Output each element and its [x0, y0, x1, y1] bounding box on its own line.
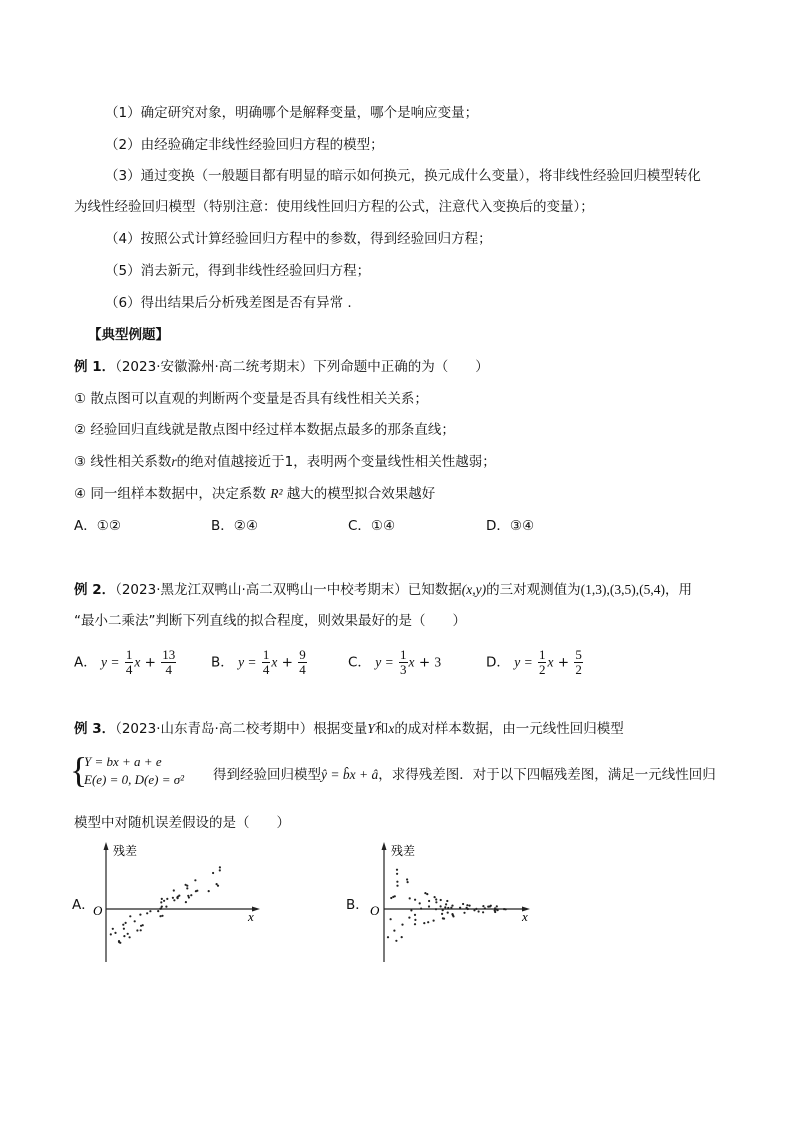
item-4-post: 越大的模型拟合效果越好 [286, 486, 436, 502]
residual-point [139, 914, 141, 916]
residual-point [393, 930, 395, 932]
example-2-stem [74, 581, 692, 599]
residual-point [188, 896, 190, 898]
residual-point [216, 883, 218, 885]
example-2-option-c[interactable] [348, 648, 441, 677]
fraction: $\frac{5}{2}$ [575, 647, 582, 677]
system-line-1: Y = bx + a + e [84, 754, 162, 769]
section-title: 【典型例题】 [88, 327, 169, 343]
graph-b-option[interactable]: B． [346, 897, 369, 913]
residual-point [503, 908, 505, 910]
residual-point [440, 899, 442, 901]
example-3-stem [74, 720, 624, 738]
residual-point [445, 903, 447, 905]
residual-point [396, 869, 398, 871]
residual-point [414, 899, 416, 901]
residual-point [484, 907, 486, 909]
residual-point [451, 905, 453, 907]
residual-point [463, 912, 465, 914]
x-var: x [271, 654, 278, 670]
residual-point [443, 918, 445, 920]
residual-point [219, 866, 221, 868]
step-3: （3）通过变换（一般题目都有明显的暗示如何换元，换元成什么变量），将非线性经验回归模型转化 [105, 168, 701, 184]
residual-point [494, 911, 496, 913]
residual-point [129, 936, 131, 938]
residual-point [487, 906, 489, 908]
residual-point [123, 928, 125, 930]
residual-point [414, 919, 416, 921]
step-6: （6）得出结果后分析残差图是否有异常 . [105, 295, 352, 311]
residual-point [401, 936, 403, 938]
var-r: r [171, 454, 177, 469]
residual-point [160, 901, 162, 903]
x-var: x [134, 654, 141, 670]
residual-point [140, 925, 142, 927]
step-2: （2）由经验确定非线性经验回归方程的模型； [105, 137, 384, 153]
residual-point [420, 908, 422, 910]
residual-point [408, 917, 410, 919]
x-var: x [408, 654, 415, 670]
residual-point [177, 897, 179, 899]
residual-point [419, 902, 421, 904]
residual-point [435, 901, 437, 903]
y-eq: y = [101, 654, 120, 670]
residual-point [414, 923, 416, 925]
y-label: 残差 [391, 844, 416, 858]
residual-points [110, 866, 221, 944]
example-2-pre: （2023·黑龙江双鸭山·高二双鸭山一中校考期末）已知数据 [115, 582, 462, 598]
residual-point [140, 929, 142, 931]
step-1: （1）确定研究对象，明确哪个是解释变量，哪个是响应变量； [105, 105, 479, 121]
residual-point [186, 887, 188, 889]
example-1-option-c[interactable]: C．①④ [348, 518, 396, 534]
residual-point [441, 913, 443, 915]
residual-point [495, 908, 497, 910]
y-eq: y = [238, 654, 257, 670]
step-3-cont: 为线性经验回归模型（特别注意：使用线性回归方程的公式，注意代入变换后的变量）； [74, 199, 594, 215]
residual-point [482, 905, 484, 907]
example-1-label: 例 1． [74, 359, 116, 375]
item-4-pre: ④ 同一组样本数据中，决定系数 [74, 486, 266, 502]
fraction: $\frac{1}{2}$ [538, 647, 546, 677]
residual-point [194, 879, 196, 881]
residual-point [390, 897, 392, 899]
plus: + [557, 654, 570, 671]
fraction: $\frac{1}{4}$ [125, 647, 133, 677]
residual-point [395, 940, 397, 942]
residual-point [134, 920, 136, 922]
residual-point [428, 905, 430, 907]
residual-point [122, 924, 124, 926]
residual-point [172, 897, 174, 899]
residual-point [159, 908, 161, 910]
residual-point [165, 906, 167, 908]
residual-point [410, 909, 412, 911]
plus: + [418, 654, 431, 671]
residual-point [161, 906, 163, 908]
residual-point [396, 873, 398, 875]
residual-point [475, 908, 477, 910]
example-1-item-1: ① 散点图可以直观的判断两个变量是否具有线性相关关系； [74, 391, 428, 407]
and: 和 [374, 721, 389, 737]
after-pre: 得到经验回归模型 [213, 767, 321, 783]
residual-point [146, 912, 148, 914]
item-3-post: 的绝对值越接近于1，表明两个变量线性相关性越弱； [176, 454, 496, 470]
x-label: x [248, 909, 254, 924]
example-1-stem [74, 358, 489, 376]
origin-label: O [93, 903, 103, 918]
residual-point [444, 906, 446, 908]
example-1-text: （2023·安徽滁州·高二统考期末）下列命题中正确的为（ ） [115, 359, 489, 375]
step-4: （4）按照公式计算经验回归方程中的参数，得到经验回归方程； [105, 231, 492, 247]
system-line-2: E(e) = 0, D(e) = σ² [84, 772, 185, 787]
residual-point [212, 872, 214, 874]
residual-point [401, 924, 403, 926]
example-2-points: (1,3),(3,5),(5,4) [580, 582, 666, 597]
var-x: x [388, 721, 395, 736]
residual-point [396, 881, 398, 883]
var-R2: R² [270, 486, 283, 501]
residual-point [392, 896, 394, 898]
residual-point [195, 890, 197, 892]
system-brace: { [70, 750, 88, 790]
y-eq: y = [514, 654, 533, 670]
residual-point [136, 929, 138, 931]
residual-point [163, 900, 165, 902]
graph-a-option[interactable]: A． [72, 897, 95, 913]
x-label: x [522, 909, 528, 924]
example-3-stem-2 [213, 766, 716, 784]
residual-point [433, 920, 435, 922]
y-eq: y = [375, 654, 394, 670]
residual-point [442, 909, 444, 911]
fraction: $\frac{1}{4}$ [262, 647, 270, 677]
residual-point [406, 878, 408, 880]
example-3-post: 的成对样本数据，由一元线性回归模型 [394, 721, 624, 737]
residual-point [423, 922, 425, 924]
after-post: ，求得残差图．对于以下四幅残差图，满足一元线性回归 [378, 767, 716, 783]
example-1-option-d[interactable]: D．③④ [486, 518, 535, 534]
x-var: x [547, 654, 554, 670]
var-xy: (x,y) [461, 582, 487, 597]
residual-plot-b [364, 838, 544, 968]
residual-point [110, 933, 112, 935]
residual-point [178, 895, 180, 897]
residual-point [435, 898, 437, 900]
residual-point [447, 907, 449, 909]
y-arrow-icon [104, 842, 109, 850]
model-equation: ŷ = b̂x + â [321, 767, 379, 782]
residual-point [450, 907, 452, 909]
residual-point [440, 905, 442, 907]
residual-point [459, 907, 461, 909]
residual-point [208, 890, 210, 892]
residual-point [446, 900, 448, 902]
option-letter: A． [74, 654, 97, 671]
example-2-stem-2: “最小二乘法”判断下列直线的拟合程度，则效果最好的是（ ） [74, 613, 466, 629]
residual-point [407, 881, 409, 883]
fraction: $\frac{9}{4}$ [299, 647, 306, 677]
example-3-stem-3: 模型中对随机误差假设的是（ ） [74, 815, 290, 831]
residual-point [490, 905, 492, 907]
example-2-mid: 的三对观测值为 [486, 582, 581, 598]
fraction: $\frac{13}{4}$ [162, 647, 176, 677]
residual-point [173, 899, 175, 901]
residual-point [157, 910, 159, 912]
residual-point [173, 889, 175, 891]
residual-point [447, 912, 449, 914]
residual-point [434, 896, 436, 898]
example-2-label: 例 2． [74, 582, 116, 598]
residual-point [435, 908, 437, 910]
residual-plot-a [88, 838, 268, 968]
y-label: 残差 [113, 844, 138, 858]
residual-point [159, 915, 161, 917]
residual-point [123, 935, 125, 937]
example-1-option-a[interactable]: A．①② [74, 518, 121, 534]
residual-point [129, 915, 131, 917]
residual-points [387, 869, 507, 942]
residual-point [185, 901, 187, 903]
example-1-item-3 [74, 453, 496, 471]
residual-point [466, 904, 468, 906]
residual-point [166, 898, 168, 900]
example-3-label: 例 3． [74, 721, 116, 737]
residual-point [161, 915, 163, 917]
var-Y: Y [367, 721, 375, 736]
example-1-option-b[interactable]: B．②④ [211, 518, 258, 534]
residual-point [119, 942, 121, 944]
residual-point [396, 885, 398, 887]
residual-point [466, 907, 468, 909]
residual-point [496, 905, 498, 907]
plus: + [144, 654, 156, 671]
residual-point [387, 936, 389, 938]
residual-point [452, 915, 454, 917]
example-1-item-4 [74, 485, 435, 503]
residual-point [469, 905, 471, 907]
y-arrow-icon [382, 842, 387, 850]
residual-point [219, 869, 221, 871]
residual-point [426, 893, 428, 895]
item-3-pre: ③ 线性相关系数 [74, 454, 172, 470]
example-2-option-a[interactable] [74, 648, 177, 677]
residual-point [390, 918, 392, 920]
residual-point [414, 914, 416, 916]
example-2-option-b[interactable] [211, 648, 308, 677]
residual-point [424, 892, 426, 894]
residual-point [478, 910, 480, 912]
residual-point [462, 903, 464, 905]
example-1-item-2: ② 经验回归直线就是散点图中经过样本数据点最多的那条直线； [74, 422, 455, 438]
example-2-option-d[interactable] [486, 648, 584, 677]
step-5: （5）消去新元，得到非线性经验回归方程； [105, 263, 371, 279]
residual-point [482, 911, 484, 913]
option-letter: D． [486, 654, 510, 671]
residual-point [127, 933, 129, 935]
residual-point [114, 932, 116, 934]
residual-point [427, 921, 429, 923]
residual-point [190, 894, 192, 896]
residual-point [125, 922, 127, 924]
origin-label: O [370, 903, 380, 918]
constant: 3 [434, 654, 442, 670]
option-letter: B． [211, 654, 234, 671]
residual-point [409, 897, 411, 899]
residual-point [428, 900, 430, 902]
residual-point [149, 910, 151, 912]
residual-point [112, 928, 114, 930]
plus: + [281, 654, 293, 671]
residual-point [473, 909, 475, 911]
residual-point [186, 885, 188, 887]
option-letter: C． [348, 654, 371, 671]
example-3-pre: （2023·山东青岛·高二校考期中）根据变量 [115, 721, 368, 737]
residual-point [161, 898, 163, 900]
fraction: $\frac{1}{3}$ [400, 647, 407, 677]
example-2-post: ，用 [665, 582, 693, 598]
